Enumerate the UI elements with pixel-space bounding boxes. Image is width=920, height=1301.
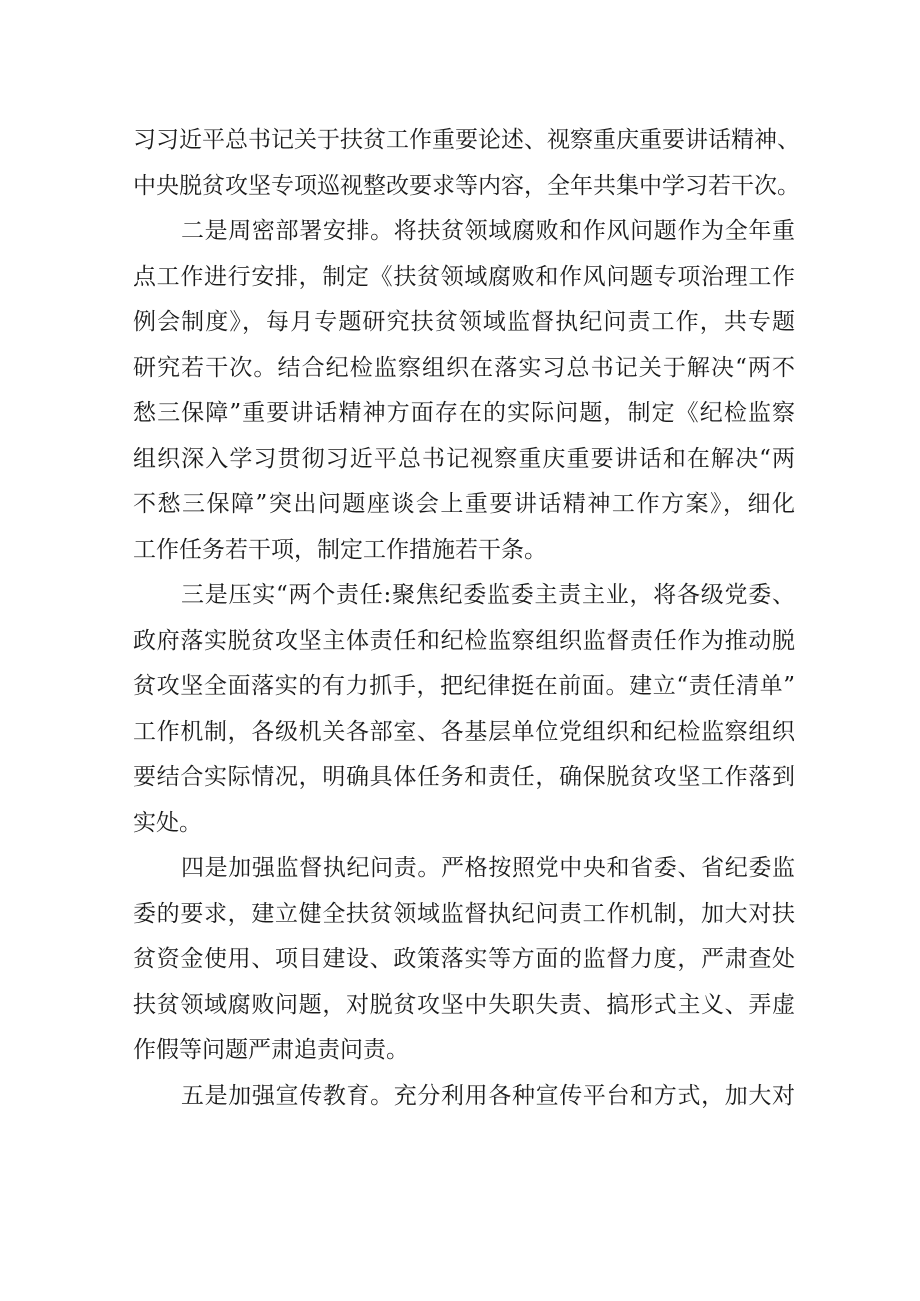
paragraph-2-line-5: 愁三保障”重要讲话精神方面存在的实际问题，制定《纪检监察 — [133, 400, 795, 426]
paragraph-2-line-1: 二是周密部署安排。将扶贫领域腐败和作风问题作为全年重 — [181, 218, 795, 244]
paragraph-4-line-2: 委的要求，建立健全扶贫领域监督执纪问责工作机制，加大对扶 — [133, 900, 795, 927]
paragraph-4-line-5: 作假等问题严肃追责问责。 — [133, 1037, 409, 1063]
paragraph-4-line-4: 扶贫领域腐败问题，对脱贫攻坚中失职失责、搞形式主义、弄虚 — [133, 991, 795, 1018]
paragraph-2-line-7: 不愁三保障”突出问题座谈会上重要讲话精神工作方案》，细化 — [133, 491, 795, 517]
paragraph-3 — [133, 573, 795, 846]
paragraph-1 — [133, 118, 800, 209]
paragraph-1-line-1: 习习近平总书记关于扶贫工作重要论述、视察重庆重要讲话精神、 — [133, 127, 800, 153]
paragraph-4-line-1: 四是加强监督执纪问责。严格按照党中央和省委、省纪委监 — [181, 855, 795, 881]
paragraph-2-line-6: 组织深入学习贯彻习近平总书记视察重庆重要讲话和在解决“两 — [133, 445, 795, 472]
paragraph-1-line-2: 中央脱贫攻坚专项巡视整改要求等内容，全年共集中学习若干次。 — [133, 172, 800, 199]
paragraph-3-line-3: 贫攻坚全面落实的有力抓手，把纪律挺在前面。建立“责任清单” — [133, 673, 795, 699]
paragraph-2-line-3: 例会制度》，每月专题研究扶贫领域监督执纪问责工作，共专题 — [133, 309, 795, 335]
paragraph-4 — [133, 846, 795, 1074]
paragraph-4-line-3: 贫资金使用、项目建设、政策落实等方面的监督力度，严肃查处 — [133, 946, 795, 972]
paragraph-2-line-2: 点工作进行安排，制定《扶贫领域腐败和作风问题专项治理工作 — [133, 263, 795, 290]
paragraph-3-line-2: 政府落实脱贫攻坚主体责任和纪检监察组织监督责任作为推动脱 — [133, 627, 795, 654]
paragraph-3-line-6: 实处。 — [133, 809, 202, 836]
paragraph-5 — [133, 1074, 795, 1120]
paragraph-5-line-1: 五是加强宣传教育。充分利用各种宣传平台和方式，加大对 — [181, 1082, 795, 1109]
document-body — [133, 118, 800, 1119]
paragraph-3-line-5: 要结合实际情况，明确具体任务和责任，确保脱贫攻坚工作落到 — [133, 764, 795, 790]
paragraph-3-line-1: 三是压实“两个责任:聚焦纪委监委主责主业，将各级党委、 — [181, 582, 795, 608]
paragraph-3-line-4: 工作机制，各级机关各部室、各基层单位党组织和纪检监察组织 — [133, 718, 795, 745]
paragraph-2-line-8: 工作任务若干项，制定工作措施若干条。 — [133, 536, 547, 563]
paragraph-2 — [133, 209, 795, 573]
paragraph-2-line-4: 研究若干次。结合纪检监察组织在落实习总书记关于解决“两不 — [133, 354, 795, 381]
